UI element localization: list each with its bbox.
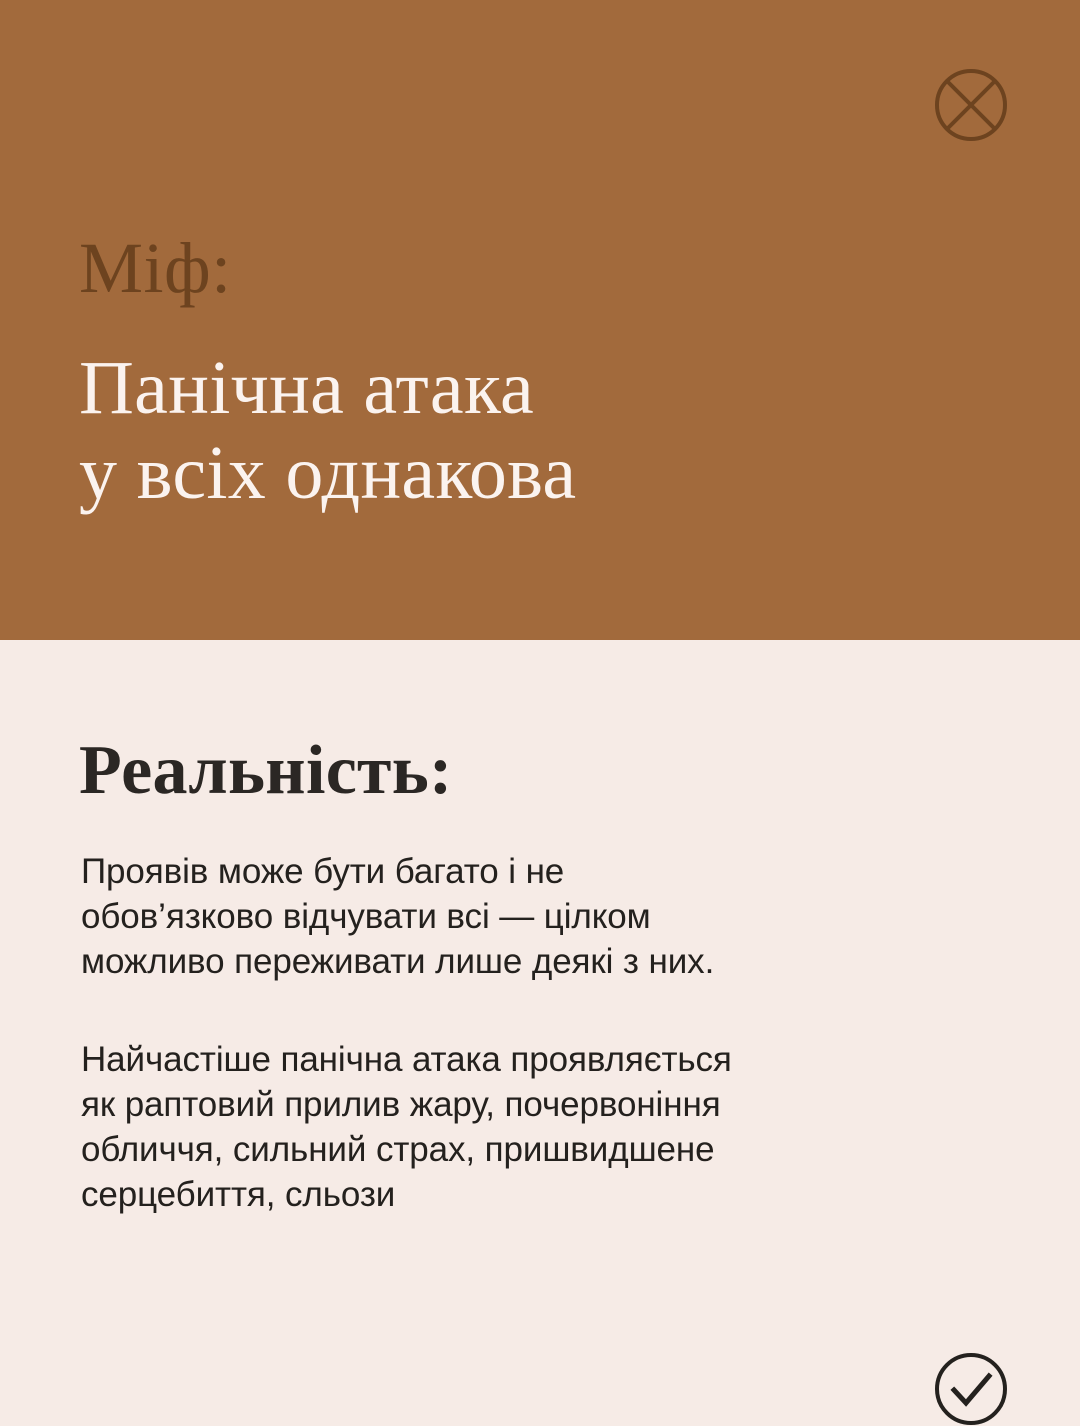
reality-panel <box>0 640 1080 1350</box>
reality-paragraph-1 <box>81 850 871 984</box>
myth-text-block <box>79 228 899 516</box>
reality-p2-line-3: обличчя, сильний страх, пришвидшене <box>81 1129 715 1169</box>
myth-headline-line-1: Панічна атака <box>79 346 535 430</box>
reality-heading: Реальність: <box>79 732 453 809</box>
reality-paragraph-2 <box>81 1038 871 1217</box>
myth-label: Міф: <box>79 228 232 308</box>
circle-x-icon <box>934 68 1008 142</box>
reality-p1-line-2: обов’язково відчувати всі — цілком <box>81 896 651 936</box>
reality-body <box>81 850 871 1218</box>
myth-panel <box>0 0 1080 640</box>
reality-p1-line-1: Проявів може бути багато і не <box>81 852 565 891</box>
reality-p1-line-3: можливо переживати лише деякі з них. <box>81 941 715 981</box>
reality-p2-line-2: як раптовий прилив жару, почервоніння <box>81 1085 721 1125</box>
circle-check-icon <box>934 1352 1008 1426</box>
myth-headline <box>79 346 899 516</box>
myth-headline-line-2: у всіх однакова <box>79 431 577 516</box>
reality-p2-line-4: серцебиття, сльози <box>81 1174 396 1214</box>
reality-p2-line-1: Найчастіше панічна атака проявляється <box>81 1040 732 1080</box>
